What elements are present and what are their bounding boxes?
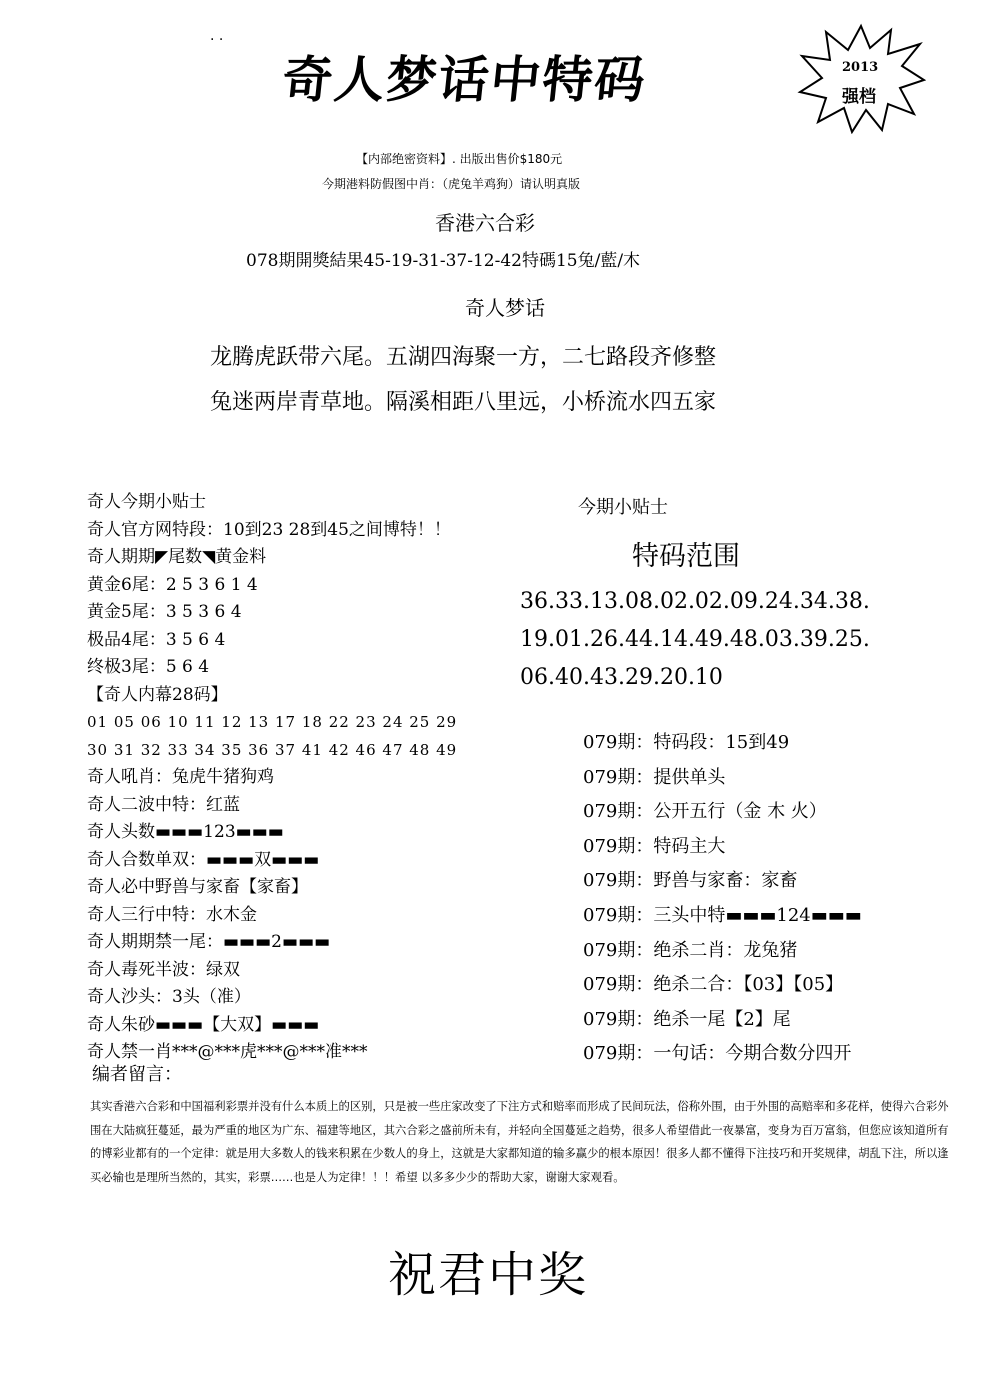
corner-dots: . . xyxy=(210,28,224,44)
tip-row: 奇人合数单双：▬▬▬双▬▬▬ xyxy=(87,849,320,870)
left-tips-title: 奇人今期小贴士 xyxy=(87,492,206,512)
poem-line-1: 龙腾虎跃带六尾。五湖四海聚一方，二七路段齐修整 xyxy=(210,345,717,370)
poem-line-2: 兔迷两岸青草地。隔溪相距八里远，小桥流水四五家 xyxy=(210,390,717,415)
range-line: 36.33.13.08.02.02.09.24.34.38. xyxy=(520,589,870,614)
tip-row: 奇人二波中特：红蓝 xyxy=(87,794,240,815)
period-row: 079期：特码主大 xyxy=(583,835,726,857)
period-row: 079期：提供单头 xyxy=(583,766,726,788)
right-tips-title: 今期小贴士 xyxy=(578,497,668,518)
editor-note: 其实香港六合彩和中国福利彩票并没有什么本质上的区别，只是被一些庄家改变了下注方式和赔率而形成了民间玩法，俗称外围，由于外围的高赔率和多花样，使得六合彩外围在大陆疯狂蔓延，最为严重的地区为广东、福建等地区，其六合彩之盛前所未有，并轻向全国蔓延之趋势，很多人希望借此一夜暴富，变身为百万富翁，但您应该知道所有的博彩业都有的一个定律：就是用大多数人的钱来积累在少数人的身上，这就是大家都知道的输多赢少的根本原因！很多人都不懂得下注技巧和开奖规律，胡乱下注，所以逢买必输也是理所当然的，其实，彩票……也是人为定律！！！希望 以多多少少的帮助大家，谢谢大家观看。 xyxy=(90,1100,949,1184)
period-row: 079期：绝杀二肖：龙兔猪 xyxy=(583,939,798,961)
tip-row: 奇人必中野兽与家畜【家畜】 xyxy=(87,877,308,897)
left-tips xyxy=(87,489,457,1067)
period-row: 079期：绝杀一尾【2】尾 xyxy=(583,1008,791,1030)
numbers-row-1: 01 05 06 10 11 12 13 17 18 22 23 24 25 29 xyxy=(87,713,458,731)
notice-line-2: 今期港料防假图中肖：（虎兔羊鸡狗）请认明真版 xyxy=(322,177,581,191)
tip-row: 奇人期期禁一尾：▬▬▬2▬▬▬ xyxy=(87,932,331,952)
range-line: 19.01.26.44.14.49.48.03.39.25. xyxy=(520,627,870,652)
period-row: 079期：一句话：今期合数分四开 xyxy=(583,1043,852,1065)
tip-row: 奇人朱砂▬▬▬【大双】▬▬▬ xyxy=(87,1014,320,1035)
tip-row: 终极3尾：5 6 4 xyxy=(87,657,210,677)
tip-row: 黄金5尾：3 5 3 6 4 xyxy=(87,602,242,622)
tip-row: 奇人毒死半波：绿双 xyxy=(87,959,240,980)
tip-row: 奇人三行中特：水木金 xyxy=(87,904,257,925)
period-list xyxy=(583,726,862,1072)
tip-row: 奇人期期◤尾数◥黄金料 xyxy=(87,547,267,567)
notice-line-1: 【内部绝密资料】. 出版出售价$180元 xyxy=(356,152,563,166)
tip-row: 奇人沙头：3头（准） xyxy=(87,987,251,1007)
page-title: 奇人梦话中特码 xyxy=(279,50,650,109)
lottery-name: 香港六合彩 xyxy=(435,211,535,235)
period-row: 079期：特码段：15到49 xyxy=(583,732,790,753)
draw-result: 078期開獎結果45-19-31-37-12-42特碼15兔/藍/木 xyxy=(246,251,641,271)
period-row: 079期：三头中特▬▬▬124▬▬▬ xyxy=(583,904,862,926)
poem-title: 奇人梦话 xyxy=(465,296,545,320)
tip-row: 奇人官方网特段：10到23 28到45之间博特！！ xyxy=(87,519,451,540)
tip-row: 极品4尾：3 5 6 4 xyxy=(87,629,226,650)
period-row: 079期：公开五行（金 木 火） xyxy=(583,801,827,823)
starburst-badge xyxy=(796,22,926,134)
period-row: 079期：野兽与家畜：家畜 xyxy=(583,870,798,892)
blessing: 祝君中奖 xyxy=(388,1247,589,1303)
badge-year: 2013 xyxy=(842,60,879,75)
period-row: 079期：绝杀二合：【03】【05】 xyxy=(583,974,844,996)
tip-row: 黄金6尾：2 5 3 6 1 4 xyxy=(87,574,258,595)
badge-label: 强档 xyxy=(842,87,876,107)
numbers-row-2: 30 31 32 33 34 35 36 37 41 42 46 47 48 49 xyxy=(87,740,458,759)
range-numbers xyxy=(520,583,870,697)
editor-label: 编者留言： xyxy=(92,1064,182,1085)
tip-row: 奇人头数▬▬▬123▬▬▬ xyxy=(87,822,284,842)
tip-row: 【奇人内幕28码】 xyxy=(87,684,228,705)
range-line: 06.40.43.29.20.10 xyxy=(520,665,723,690)
range-title: 特码范围 xyxy=(632,541,740,572)
starburst-icon xyxy=(796,22,926,134)
tip-row: 奇人吼肖：兔虎牛猪狗鸡 xyxy=(87,767,274,787)
tip-row: 奇人禁一肖***@***虎***@***准*** xyxy=(87,1042,368,1062)
